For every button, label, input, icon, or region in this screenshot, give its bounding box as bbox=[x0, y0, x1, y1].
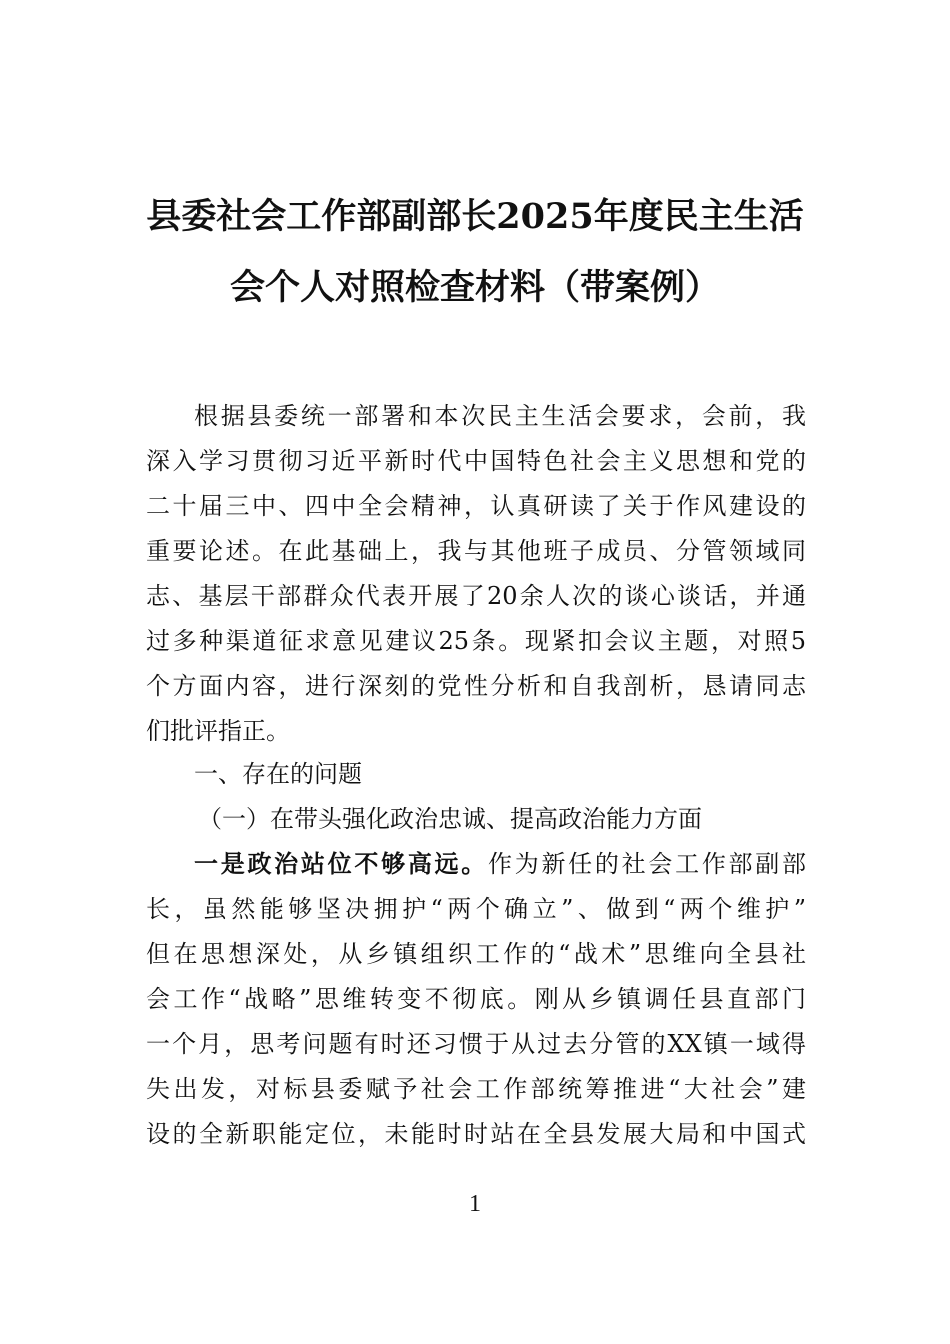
point-1-line: 长，虽然能够坚决拥护“两个确立”、做到“两个维护” bbox=[146, 895, 806, 923]
section-heading-problems: 一、存在的问题 bbox=[194, 760, 362, 788]
intro-paragraph-line: 过多种渠道征求意见建议25条。现紧扣会议主题，对照5 bbox=[146, 627, 806, 655]
intro-paragraph-line: 们批评指正。 bbox=[146, 717, 290, 745]
intro-paragraph-line: 根据县委统一部署和本次民主生活会要求，会前，我 bbox=[194, 402, 806, 430]
point-1-line: 会工作“战略”思维转变不彻底。刚从乡镇调任县直部门 bbox=[146, 985, 806, 1013]
intro-paragraph-line: 个方面内容，进行深刻的党性分析和自我剖析，恳请同志 bbox=[146, 672, 806, 700]
document-title-line-2: 会个人对照检查材料（带案例） bbox=[229, 267, 720, 308]
point-1-line: 失出发，对标县委赋予社会工作部统筹推进“大社会”建 bbox=[146, 1075, 806, 1103]
point-1-line: 但在思想深处，从乡镇组织工作的“战术”思维向全县社 bbox=[146, 940, 806, 968]
point-1-text: 作为新任的社会工作部副部 bbox=[488, 850, 806, 878]
point-1-lead: 一是政治站位不够高远。 bbox=[194, 849, 488, 878]
document-title-line-1: 县委社会工作部副部长2025年度民主生活 bbox=[146, 196, 804, 237]
intro-paragraph-line: 深入学习贯彻习近平新时代中国特色社会主义思想和党的 bbox=[146, 447, 806, 475]
page-number: 1 bbox=[469, 1191, 481, 1217]
intro-paragraph-line: 重要论述。在此基础上，我与其他班子成员、分管领域同 bbox=[146, 537, 806, 565]
point-1-line: 一个月，思考问题有时还习惯于从过去分管的XX镇一域得 bbox=[146, 1030, 806, 1058]
point-1-line: 设的全新职能定位，未能时时站在全县发展大局和中国式 bbox=[146, 1120, 806, 1148]
intro-paragraph-line: 志、基层干部群众代表开展了20余人次的谈心谈话，并通 bbox=[146, 582, 806, 610]
point-1-first-line bbox=[194, 849, 806, 879]
intro-paragraph-line: 二十届三中、四中全会精神，认真研读了关于作风建设的 bbox=[146, 492, 806, 520]
subsection-heading-political-loyalty: （一）在带头强化政治忠诚、提高政治能力方面 bbox=[198, 805, 702, 833]
